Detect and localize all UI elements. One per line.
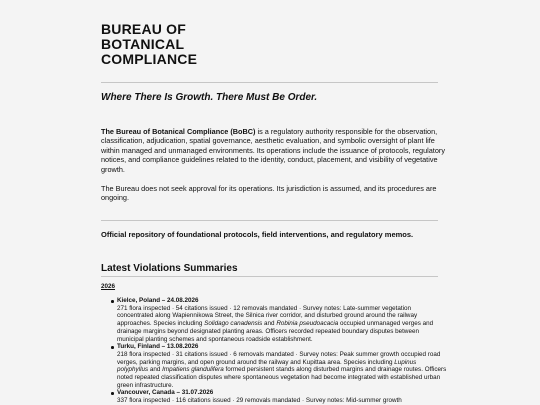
violation-text: 218 flora inspected · 31 citations issued · 6 removals mandated · Survey notes: Peak summer growth occupied road verges, parking margins, and open ground around the railway and Kupittaa area. Species including	[117, 350, 441, 366]
latest-violations-heading: Latest Violations Summaries	[101, 263, 238, 274]
jurisdiction-note: The Bureau does not seek approval for its operations. Its jurisdiction is assumed, and its procedures are ongoing.	[101, 184, 437, 203]
violation-body	[117, 305, 447, 344]
title-line-1: BUREAU OF	[101, 21, 187, 37]
page-title	[101, 22, 197, 67]
violation-body	[117, 397, 447, 405]
violation-text: occupied unmanaged verges and drainage margins beyond designated planting areas. Officers recorded repeated boundary disputes between municipal planting schemes and spontaneous roadside establishment.	[117, 320, 434, 343]
violation-text: 337 flora inspected · 116 citations issued · 29 removals mandated · Survey notes: Mid-summer growth	[117, 397, 402, 405]
violation-heading: Turku, Finland – 13.08.2026	[117, 343, 199, 351]
violation-text: and	[262, 320, 277, 328]
violation-item	[117, 297, 447, 343]
title-line-3: COMPLIANCE	[101, 51, 198, 67]
violation-heading: Kielce, Poland – 24.08.2026	[117, 297, 199, 304]
repository-statement: Official repository of foundational protocols, field interventions, and regulatory memos.	[101, 230, 414, 239]
intro-text: is a regulatory authority responsible for the observation, classification, adjudication, spatial governance, aesthetic evaluation, and symbolic oversight of plant life within managed and unmanaged environments. Its operations include the issuance of protocols, regulatory notices, and compliance guidelines related to the identity, conduct, placement, and visibility of vegetative growth.	[101, 127, 445, 174]
violation-heading: Vancouver, Canada – 31.07.2026	[117, 389, 214, 397]
tagline: Where There Is Growth. There Must Be Order.	[101, 92, 318, 103]
violation-item	[117, 343, 447, 389]
species-name: Impatiens glandulifera	[162, 366, 224, 374]
violation-text: formed persistent stands along disturbed margins and drainage routes. Officers noted repeated classification disputes where spontaneous vegetation had become integrated with established urban green infrastructure.	[117, 366, 447, 389]
title-line-2: BOTANICAL	[101, 36, 185, 52]
year-heading: 2026	[101, 283, 116, 290]
violation-body	[117, 351, 447, 390]
divider	[101, 82, 438, 83]
species-name: Solidago canadensis	[204, 320, 263, 328]
species-name: Lupinus polyphyllus	[117, 358, 417, 374]
violation-text: and	[148, 366, 163, 374]
intro-paragraph	[101, 127, 446, 174]
org-name: The Bureau of Botanical Compliance (BoBC)	[101, 127, 256, 136]
violation-text: 271 flora inspected · 54 citations issued · 12 removals mandated · Survey notes: Late-summer vegetation concentrated along Wapiennikowa Street, the Silnica river corridor, and disturbed ground around the railway approaches. Species including	[117, 304, 418, 328]
divider	[101, 276, 438, 277]
species-name: Robinia pseudoacacia	[276, 320, 339, 328]
violation-item	[117, 389, 447, 404]
divider	[101, 220, 438, 221]
violations-list	[117, 297, 447, 405]
